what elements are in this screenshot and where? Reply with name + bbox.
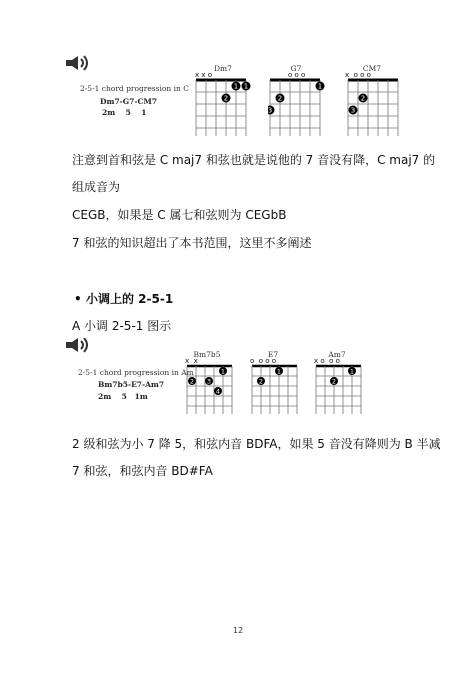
speaker-logo-icon	[64, 54, 92, 74]
chord-name: E7	[267, 350, 279, 359]
figure-caption-degrees: 2m 5 1	[102, 108, 147, 117]
open-mute-markers: x o o o	[314, 357, 340, 365]
finger-dot	[222, 94, 231, 103]
finger-dot	[257, 377, 265, 386]
finger-dot	[276, 94, 285, 103]
chord-name: Am7	[328, 350, 346, 359]
chord-name: G7	[290, 64, 302, 73]
svg-text:3: 3	[268, 106, 273, 115]
chord-diagram-cm7	[346, 78, 406, 140]
finger-dot	[330, 377, 338, 386]
chord-figure-1	[60, 46, 410, 146]
open-mute-markers: x o o o	[345, 71, 371, 79]
svg-text:2: 2	[189, 377, 195, 386]
svg-text:1: 1	[220, 367, 226, 376]
svg-text:1: 1	[276, 367, 282, 376]
finger-dot	[232, 82, 241, 91]
svg-text:2: 2	[331, 377, 337, 386]
svg-text:2: 2	[277, 94, 283, 103]
open-mute-markers: o o o o	[250, 357, 277, 365]
paragraph: 注意到首和弦是 C maj7 和弦也就是说他的 7 音没有降，C maj7 的	[72, 153, 436, 167]
section-subheading: A 小调 2-5-1 图示	[72, 319, 172, 333]
figure-caption-title: 2-5-1 chord progression in Am	[78, 368, 194, 377]
finger-dot	[188, 377, 196, 386]
finger-dot	[316, 82, 325, 91]
svg-text:3: 3	[350, 106, 356, 115]
svg-text:2: 2	[360, 94, 366, 103]
svg-text:1: 1	[243, 82, 249, 91]
svg-text:1: 1	[233, 82, 239, 91]
svg-text:1: 1	[317, 82, 323, 91]
svg-text:4: 4	[215, 387, 221, 396]
finger-dot	[219, 367, 227, 376]
svg-text:3: 3	[206, 377, 212, 386]
chord-name: Dm7	[214, 64, 232, 73]
finger-dot	[242, 82, 251, 91]
open-mute-markers: o o o	[288, 71, 306, 79]
speaker-logo-icon	[64, 338, 92, 354]
chord-figure-2	[62, 336, 372, 420]
figure-caption-progression: Bm7b5-E7-Am7	[98, 380, 165, 389]
finger-dot	[268, 106, 275, 115]
finger-dot	[349, 106, 358, 115]
svg-text:1: 1	[349, 367, 355, 376]
paragraph: 7 和弦的知识超出了本书范围，这里不多阐述	[72, 236, 312, 250]
page-number: 12	[233, 626, 244, 635]
finger-dot	[275, 367, 283, 376]
chord-diagram-e7	[250, 364, 302, 418]
figure-caption-progression: Dm7-G7-CM7	[100, 97, 157, 106]
paragraph: 2 级和弦为小 7 降 5，和弦内音 BDFA，如果 5 音没有降则为 B 半减	[72, 437, 441, 451]
finger-dot	[205, 377, 213, 386]
chord-diagram-bm7b5	[185, 364, 237, 418]
finger-dot	[214, 387, 222, 396]
open-mute-markers: x x	[185, 357, 198, 365]
section-heading: 小调上的 2-5-1	[86, 292, 174, 306]
chord-diagram-g7	[268, 78, 328, 140]
paragraph: CEGB，如果是 C 属七和弦则为 CEGbB	[72, 208, 287, 222]
paragraph: 组成音为	[72, 180, 121, 194]
paragraph: 7 和弦，和弦内音 BD#FA	[72, 464, 213, 478]
svg-text:2: 2	[258, 377, 264, 386]
chord-diagram-am7	[314, 364, 366, 418]
figure-caption-title: 2-5-1 chord progression in C	[80, 84, 189, 93]
figure-caption-degrees: 2m 5 1m	[98, 392, 148, 401]
finger-dot	[359, 94, 368, 103]
finger-dot	[348, 367, 356, 376]
chord-name: CM7	[362, 64, 382, 73]
open-mute-markers: x x o	[195, 71, 213, 79]
chord-diagram-dm7	[194, 78, 254, 140]
chord-name: Bm7b5	[193, 350, 221, 359]
svg-text:2: 2	[223, 94, 229, 103]
list-bullet: •	[74, 292, 82, 306]
